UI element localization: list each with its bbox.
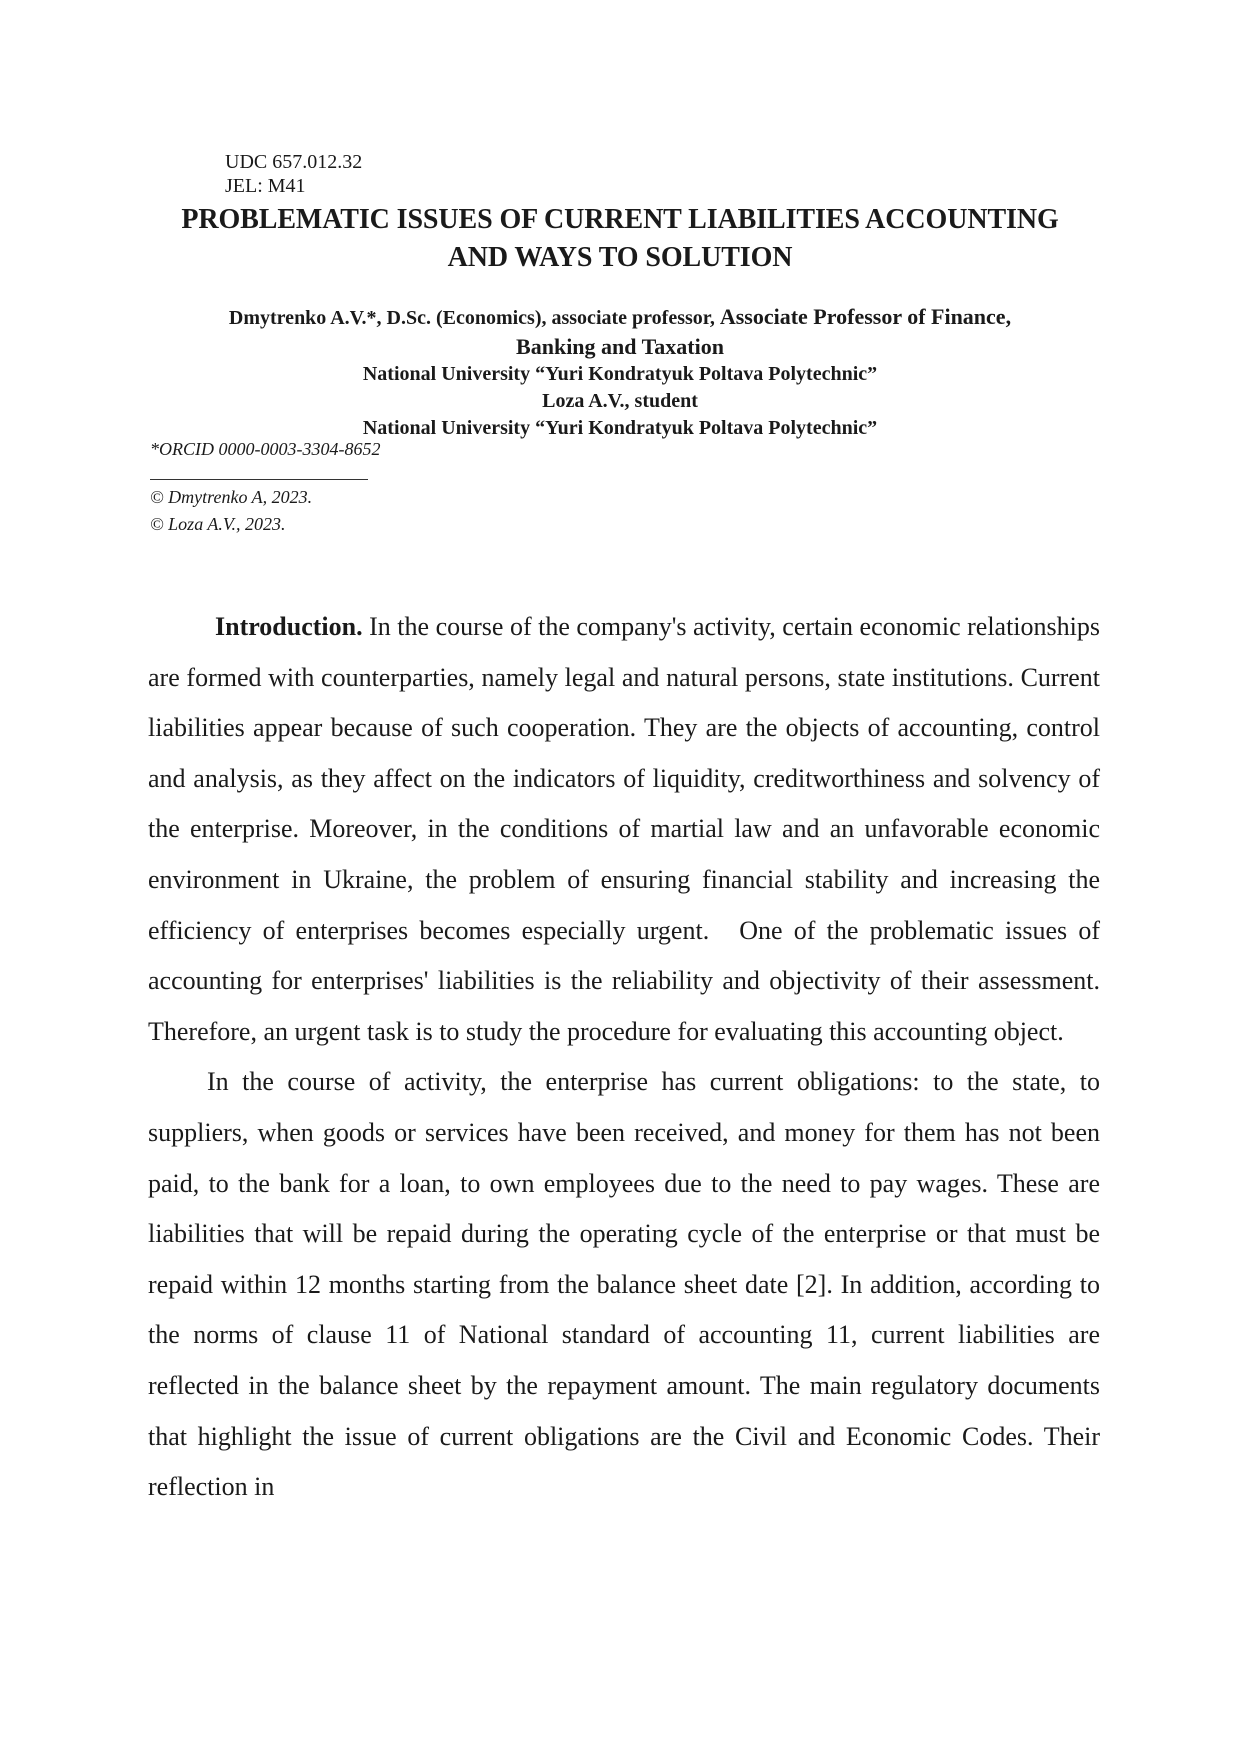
introduction-paragraph [148, 602, 1100, 1057]
author-1-line [140, 302, 1100, 333]
orcid-note: *ORCID 0000-0003-3304-8652 [150, 439, 381, 459]
author-1-credentials: Dmytrenko A.V.*, D.Sc. (Economics), associate professor, [228, 307, 720, 329]
author-block [140, 302, 1100, 442]
author-2-credentials: Loza A.V., student [542, 390, 698, 412]
article-body [148, 602, 1100, 1513]
copyright-author-2: © Loza A.V., 2023. [150, 514, 286, 534]
author-1-affiliation: National University “Yuri Kondratyuk Poltava Polytechnic” [362, 363, 878, 385]
paper-title-line-1: PROBLEMATIC ISSUES OF CURRENT LIABILITIES ACCOUNTING [181, 204, 1059, 235]
author-1-position: Associate Professor of Finance, [719, 304, 1012, 329]
footnote-divider [150, 479, 368, 480]
author-2-affiliation: National University “Yuri Kondratyuk Poltava Polytechnic” [362, 417, 878, 439]
copyright-author-1: © Dmytrenko A, 2023. [150, 487, 313, 507]
jel-code: JEL: M41 [225, 175, 306, 197]
introduction-heading: Introduction. [215, 612, 363, 641]
udc-code: UDC 657.012.32 [225, 151, 363, 173]
copyright-block [150, 484, 312, 538]
author-1-position-cont: Banking and Taxation [516, 334, 724, 359]
introduction-text-b: One of the problematic issues of accounting for enterprises' liabilities is the reliability and objectivity of their assessment. Therefore, an urgent task is to study the procedure for evaluating this accounting object. [148, 915, 1100, 1046]
body-paragraph-2: In the course of activity, the enterprise has current obligations: to the state, to suppliers, when goods or services have been received, and money for them has not been paid, to the bank for a loan, to own employees due to the need to pay wages. These are liabilities that will be repaid during the operating cycle of the enterprise or that must be repaid within 12 months starting from the balance sheet date [2]. In addition, according to the norms of clause 11 of National standard of accounting 11, current liabilities are reflected in the balance sheet by the repayment amount. The main regulatory documents that highlight the issue of current obligations are the Civil and Economic Codes. Their reflection in [148, 1067, 1100, 1502]
paper-title-line-2: AND WAYS TO SOLUTION [447, 242, 793, 273]
paper-title [140, 201, 1100, 277]
introduction-text-a: In the course of the company's activity, certain economic relationships are formed with counterparties, namely legal and natural persons, state institutions. Current liabilities appear because of such cooperation. They are the objects of accounting, control and analysis, as they affect on the indicators of liquidity, creditworthiness and solvency of the enterprise. Moreover, in the conditions of martial law and an unfavorable economic environment in Ukraine, the problem of ensuring financial stability and increasing the efficiency of enterprises becomes especially urgent. [148, 612, 1100, 945]
